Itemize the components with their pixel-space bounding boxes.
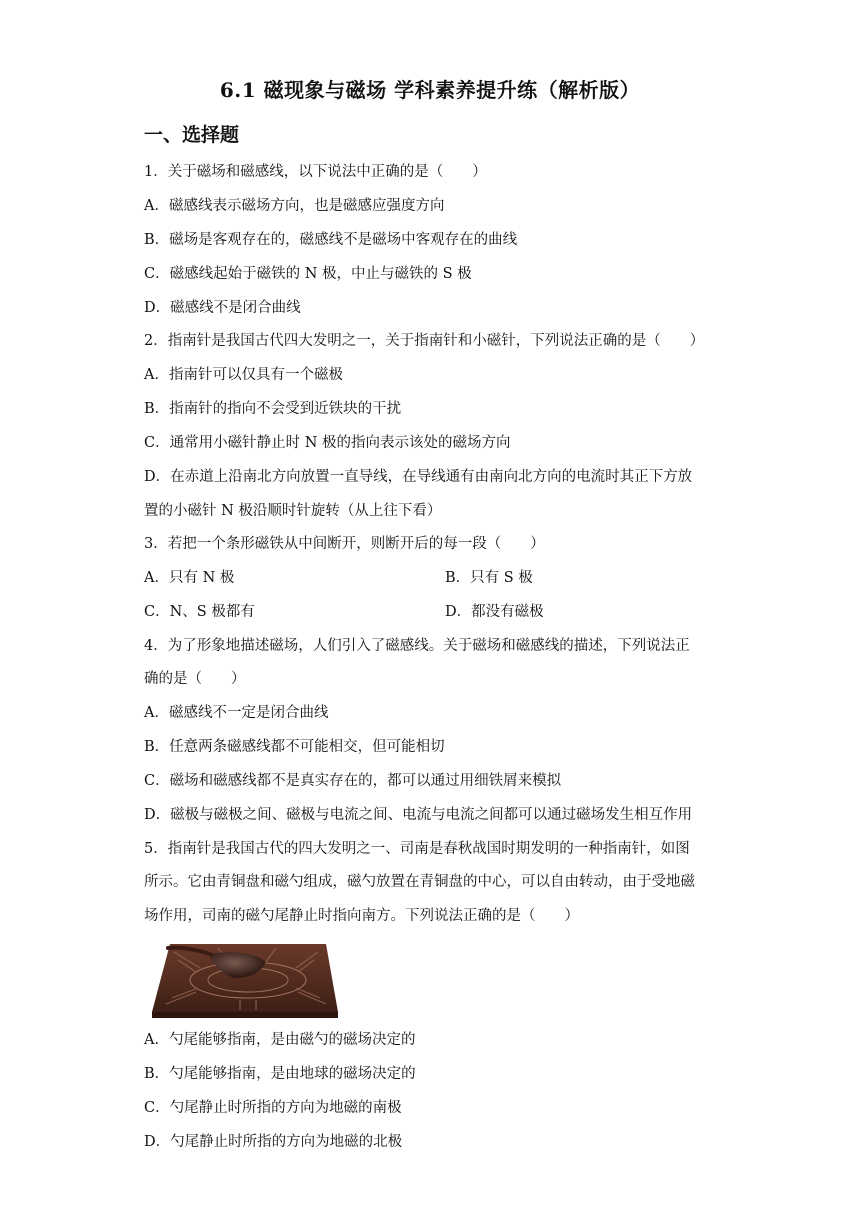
question-3-option-a: A．只有 N 极: [144, 570, 235, 586]
question-2-option-c: C．通常用小磁针静止时 N 极的指向表示该处的磁场方向: [144, 435, 511, 451]
question-4-stem: 4．为了形象地描述磁场，人们引入了磁感线。关于磁场和磁感线的描述，下列说法正: [144, 638, 690, 654]
question-5-option-d: D．勺尾静止时所指的方向为地磁的北极: [144, 1134, 403, 1150]
section-heading: 一、选择题: [144, 124, 240, 146]
question-4-stem-cont: 确的是（ ）: [144, 671, 246, 687]
question-5-option-a: A．勺尾能够指南，是由磁勺的磁场决定的: [144, 1032, 416, 1048]
question-2-option-a: A．指南针可以仅具有一个磁极: [144, 367, 343, 383]
question-1-stem: 1．关于磁场和磁感线，以下说法中正确的是（ ）: [144, 164, 487, 180]
question-5-option-b: B．勺尾能够指南，是由地球的磁场决定的: [144, 1066, 416, 1082]
question-5-option-c: C．勺尾静止时所指的方向为地磁的南极: [144, 1100, 402, 1116]
question-4-option-a: A．磁感线不一定是闭合曲线: [144, 705, 329, 721]
question-4-option-d: D．磁极与磁极之间、磁极与电流之间、电流与电流之间都可以通过磁场发生相互作用: [144, 807, 693, 823]
question-4-option-c: C．磁场和磁感线都不是真实存在的，都可以通过用细铁屑来模拟: [144, 773, 562, 789]
question-1-option-b: B．磁场是客观存在的，磁感线不是磁场中客观存在的曲线: [144, 232, 518, 248]
question-2-option-d: D．在赤道上沿南北方向放置一直导线，在导线通有由南向北方向的电流时其正下方放: [144, 469, 693, 485]
question-1-option-c: C．磁感线起始于磁铁的 N 极，中止与磁铁的 S 极: [144, 266, 472, 282]
question-3-stem: 3．若把一个条形磁铁从中间断开，则断开后的每一段（ ）: [144, 536, 545, 552]
question-1-option-a: A．磁感线表示磁场方向，也是磁感应强度方向: [144, 198, 445, 214]
question-1-option-d: D．磁感线不是闭合曲线: [144, 300, 301, 316]
question-3-option-b: B．只有 S 极: [445, 570, 533, 586]
document-title: 6.1 磁现象与磁场 学科素养提升练（解析版）: [219, 78, 641, 102]
question-4-option-b: B．任意两条磁感线都不可能相交，但可能相切: [144, 739, 445, 755]
sinan-compass-image: [148, 938, 340, 1020]
question-2-option-b: B．指南针的指向不会受到近铁块的干扰: [144, 401, 402, 417]
question-3-option-c: C．N、S 极都有: [144, 604, 255, 620]
question-3-option-d: D．都没有磁极: [445, 604, 544, 620]
question-5-stem: 5．指南针是我国古代的四大发明之一、司南是春秋战国时期发明的一种指南针，如图: [144, 841, 690, 857]
question-2-stem: 2．指南针是我国古代四大发明之一，关于指南针和小磁针，下列说法正确的是（ ）: [144, 333, 705, 349]
question-2-option-d-cont: 置的小磁针 N 极沿顺时针旋转（从上往下看）: [144, 503, 442, 519]
question-5-stem-cont-1: 所示。它由青铜盘和磁勺组成，磁勺放置在青铜盘的中心，可以自由转动，由于受地磁: [144, 874, 695, 890]
question-5-stem-cont-2: 场作用，司南的磁勺尾静止时指向南方。下列说法正确的是（ ）: [144, 908, 579, 924]
